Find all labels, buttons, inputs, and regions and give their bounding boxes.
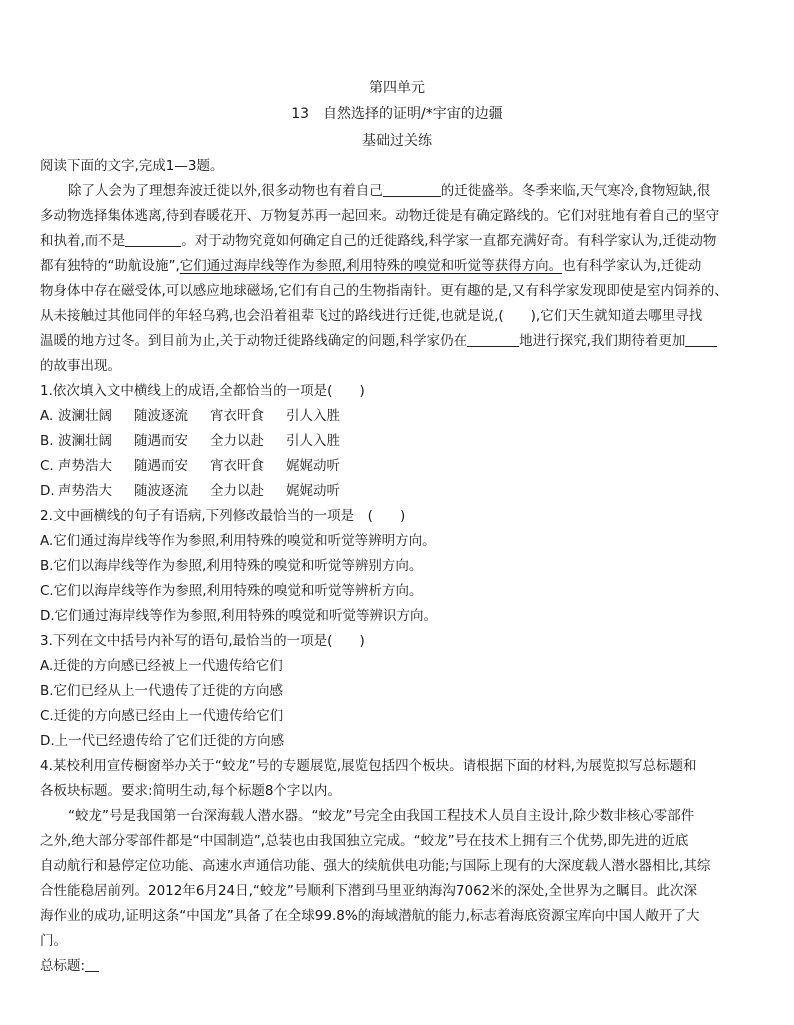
question-1-stem: 1.依次填入文中横线上的成语,全都恰当的一项是( ) [40,383,365,399]
question-2-option-b: B.它们以海岸线等作为参照,利用特殊的嗅觉和听觉等辨别方向。 [40,558,423,574]
passage-text: 。对于动物究竟如何确定自己的迁徙路线,科学家一直都充满好奇。有科学家认为,迁徙动物 [181,233,717,249]
option-item: 声势浩大 [58,458,112,474]
question-2-option-d: D.它们通过海岸线等作为参照,利用特殊的嗅觉和听觉等辨识方向。 [40,608,437,624]
question-2-option-a: A.它们通过海岸线等作为参照,利用特殊的嗅觉和听觉等辨明方向。 [40,533,436,549]
option-item: 声势浩大 [58,483,112,499]
fill-blank [383,182,441,197]
question-1-option-c [40,456,770,476]
passage-line: 从未接触过其他同伴的年轻乌鸦,也会沿着祖辈飞过的路线进行迁徙,也就是说,( ),它们天生就知道去哪里寻找 [40,308,703,324]
reading-instruction: 阅读下面的文字,完成1—3题。 [40,158,224,174]
passage-line: 的故事出现。 [40,358,121,374]
option-item: 随遇而安 [134,458,188,474]
option-item: 全力以赴 [210,433,264,449]
option-item: 引人入胜 [286,433,340,449]
option-item: 引人入胜 [286,408,340,424]
material-line: “蛟龙”号是我国第一台深海载人潜水器。“蛟龙”号完全由我国工程技术人员自主设计,除少数非核心零部件 [68,808,695,824]
material-line: 自动航行和悬停定位功能、高速水声通信功能、强大的续航供电功能;与国际上现有的大深度载人潜水器相比,其综 [40,858,711,874]
question-4-stem: 4.某校利用宣传橱窗举办关于“蛟龙”号的专题展览,展览包括四个板块。请根据下面的材料,为展览拟写总标题和 [40,758,697,774]
passage-text: 地进行探究,我们期待着更加 [519,333,686,349]
fill-blank [467,332,519,347]
passage-line [40,231,770,251]
section-title: 基础过关练 [362,133,432,149]
material-line: 门。 [40,933,67,949]
passage-line [68,181,770,201]
question-3-option-b: B.它们已经从上一代遗传了迁徙的方向感 [40,683,284,699]
passage-text: 都有独特的“助航设施”, [40,258,180,274]
material-line: 之外,绝大部分零部件都是“中国制造”,总装也由我国独立完成。“蛟龙”号在技术上拥有三个优势,即先进的近底 [40,833,689,849]
question-1-option-a [40,406,770,426]
question-1-option-d [40,481,770,501]
material-line: 合性能稳居前列。2012年6月24日,“蛟龙”号顺利下潜到马里亚纳海沟7062米的深处,全世界为之瞩目。此次深 [40,883,698,899]
question-4-stem: 各板块标题。要求:简明生动,每个标题8个字以内。 [40,783,341,799]
passage-line: 物身体中存在磁受体,可以感应地球磁场,它们有自己的生物指南针。更有趣的是,又有科学家发现即使是室内饲养的、 [40,283,728,299]
option-label: A. [40,408,54,424]
fill-blank [125,232,181,247]
question-3-option-a: A.迁徙的方向感已经被上一代遗传给它们 [40,658,283,674]
option-item: 波澜壮阔 [58,408,112,424]
unit-title: 第四单元 [369,80,425,96]
passage-text: 和执着,而不是 [40,233,126,249]
option-item: 随遇而安 [134,433,188,449]
option-item: 波澜壮阔 [58,433,112,449]
passage-line [40,256,770,276]
material-line: 海作业的成功,证明这条“中国龙”具备了在全球99.8%的海域潜航的能力,标志着海底资源宝库向中国人敞开了大 [40,908,700,924]
question-2-option-c: C.它们以海岸线等作为参照,利用特殊的嗅觉和听觉等辨析方向。 [40,583,423,599]
passage-text: 也有科学家认为,迁徙动 [562,258,702,274]
option-item: 娓娓动听 [286,458,340,474]
question-1-option-b [40,431,770,451]
underlined-sentence: 它们通过海岸线等作为参照,利用特殊的嗅觉和听觉等获得方向。 [179,258,563,274]
option-item: 随波逐流 [134,483,188,499]
option-item: 宵衣旰食 [210,408,264,424]
option-label: C. [40,458,54,474]
lesson-title: 13 自然选择的证明/*宇宙的边疆 [291,106,503,122]
option-label: D. [40,483,55,499]
fill-blank [685,332,717,347]
option-item: 宵衣旰食 [210,458,264,474]
question-3-option-c: C.迁徙的方向感已经由上一代遗传给它们 [40,708,284,724]
passage-line: 多动物选择集体逃离,待到春暖花开、万物复苏再一起回来。动物迁徙是有确定路线的。它们对驻地有着自己的坚守 [40,208,720,224]
answer-label: 总标题: [40,958,86,974]
option-item: 全力以赴 [210,483,264,499]
passage-text: 的迁徙盛举。冬季来临,天气寒冷,食物短缺,很 [440,183,711,199]
option-item: 娓娓动听 [286,483,340,499]
main-title-answer-line [40,956,770,976]
option-item: 随波逐流 [134,408,188,424]
question-3-option-d: D.上一代已经遗传给了它们迁徙的方向感 [40,733,285,749]
passage-text: 除了人会为了理想奔波迁徙以外,很多动物也有着自己 [68,183,383,199]
answer-blank[interactable] [85,957,99,972]
question-2-stem: 2.文中画横线的句子有语病,下列修改最恰当的一项是 ( ) [40,508,406,524]
passage-text: 温暖的地方过冬。到目前为止,关于动物迁徙路线确定的问题,科学家仍在 [40,333,468,349]
passage-line [40,331,770,351]
option-label: B. [40,433,54,449]
question-3-stem: 3.下列在文中括号内补写的语句,最恰当的一项是( ) [40,633,365,649]
